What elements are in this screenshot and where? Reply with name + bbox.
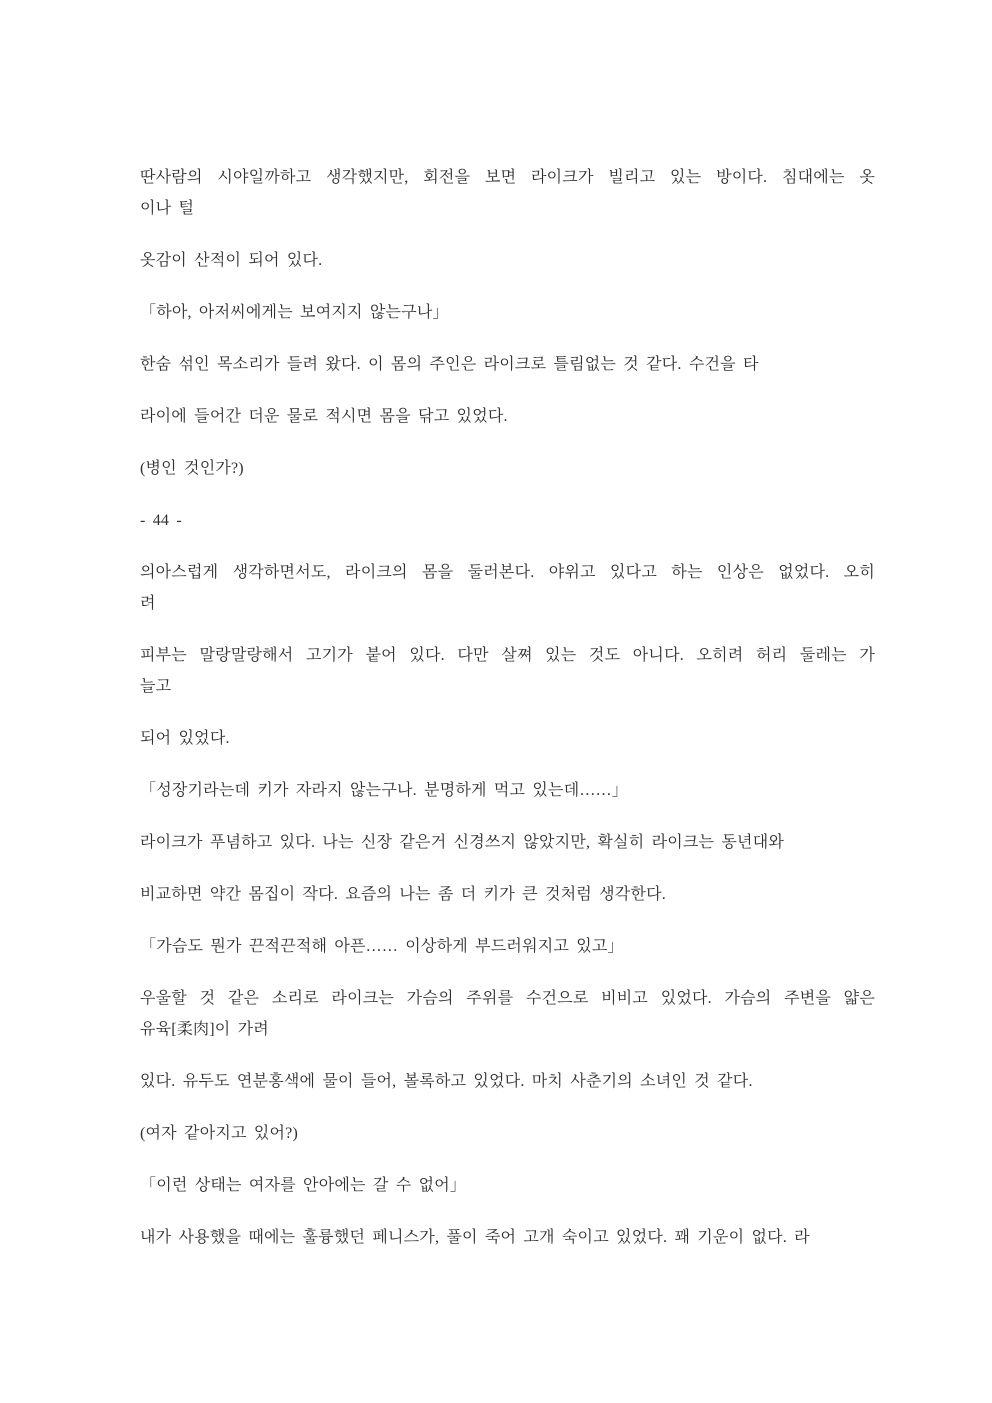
paragraph (140, 557, 875, 619)
paragraph (140, 827, 875, 858)
paragraph (140, 162, 875, 224)
text-line: 라이에 들어간 더운 물로 적시면 몸을 닦고 있었다. (140, 408, 508, 425)
text-line: 되어 있었다. (140, 730, 230, 747)
paragraph (140, 349, 875, 380)
paragraph (140, 983, 875, 1045)
dialogue-paragraph (140, 775, 875, 806)
dialogue-paragraph (140, 1170, 875, 1201)
text-line: 의아스럽게 생각하면서도, 라이크의 몸을 둘러본다. 야위고 있다고 하는 인상은 없었다. 오히 (140, 564, 875, 581)
text-line: 내가 사용했을 때에는 훌륭했던 페니스가, 풀이 죽어 고개 숙이고 있었다. 꽤 기운이 없다. 라 (140, 1229, 810, 1246)
text-line: (병인 것인가?) (140, 460, 244, 477)
text-line: 라이크가 푸념하고 있다. 나는 신장 같은거 신경쓰지 않았지만, 확실히 라이크는 동년대와 (140, 834, 785, 851)
text-line: 딴사람의 시야일까하고 생각했지만, 회전을 보면 라이크가 빌리고 있는 방이다. 침대에는 옷 (140, 169, 875, 186)
page-number-marker (140, 505, 875, 536)
text-line: 우울할 것 같은 소리로 라이크는 가슴의 주위를 수건으로 비비고 있었다. 가슴의 주변을 얇은 (140, 990, 875, 1007)
paragraph (140, 1066, 875, 1097)
thought-paragraph (140, 453, 875, 484)
text-line: 「하아, 아저씨에게는 보여지지 않는구나」 (140, 304, 449, 321)
paragraph (140, 879, 875, 910)
text-line: 한숨 섞인 목소리가 들려 왔다. 이 몸의 주인은 라이크로 틀림없는 것 같다. 수건을 타 (140, 356, 759, 373)
paragraph (140, 245, 875, 276)
text-line: 비교하면 약간 몸집이 작다. 요즘의 나는 좀 더 키가 큰 것처럼 생각한다. (140, 886, 666, 903)
dialogue-paragraph (140, 297, 875, 328)
text-line: 늘고 (140, 678, 172, 695)
text-line: 「가슴도 뭔가 끈적끈적해 아픈…… 이상하게 부드러워지고 있고」 (140, 938, 624, 955)
paragraph (140, 723, 875, 754)
text-line: 옷감이 산적이 되어 있다. (140, 252, 323, 269)
text-line: 「성장기라는데 키가 자라지 않는구나. 분명하게 먹고 있는데……」 (140, 782, 628, 799)
text-line: 려 (140, 595, 156, 612)
paragraph (140, 640, 875, 702)
text-line: (여자 같아지고 있어?) (140, 1125, 299, 1142)
text-line: 피부는 말랑말랑해서 고기가 붙어 있다. 다만 살쪄 있는 것도 아니다. 오히려 허리 둘레는 가 (140, 647, 875, 664)
text-line: 유육[柔肉]이 가려 (140, 1021, 269, 1038)
paragraph (140, 1222, 875, 1253)
text-line: - 44 - (140, 512, 182, 529)
text-line: 있다. 유두도 연분홍색에 물이 들어, 볼록하고 있었다. 마치 사춘기의 소녀인 것 같다. (140, 1073, 753, 1090)
paragraph (140, 401, 875, 432)
dialogue-paragraph (140, 931, 875, 962)
text-line: 「이런 상태는 여자를 안아에는 갈 수 없어」 (140, 1177, 467, 1194)
thought-paragraph (140, 1118, 875, 1149)
text-line: 이나 털 (140, 200, 195, 217)
